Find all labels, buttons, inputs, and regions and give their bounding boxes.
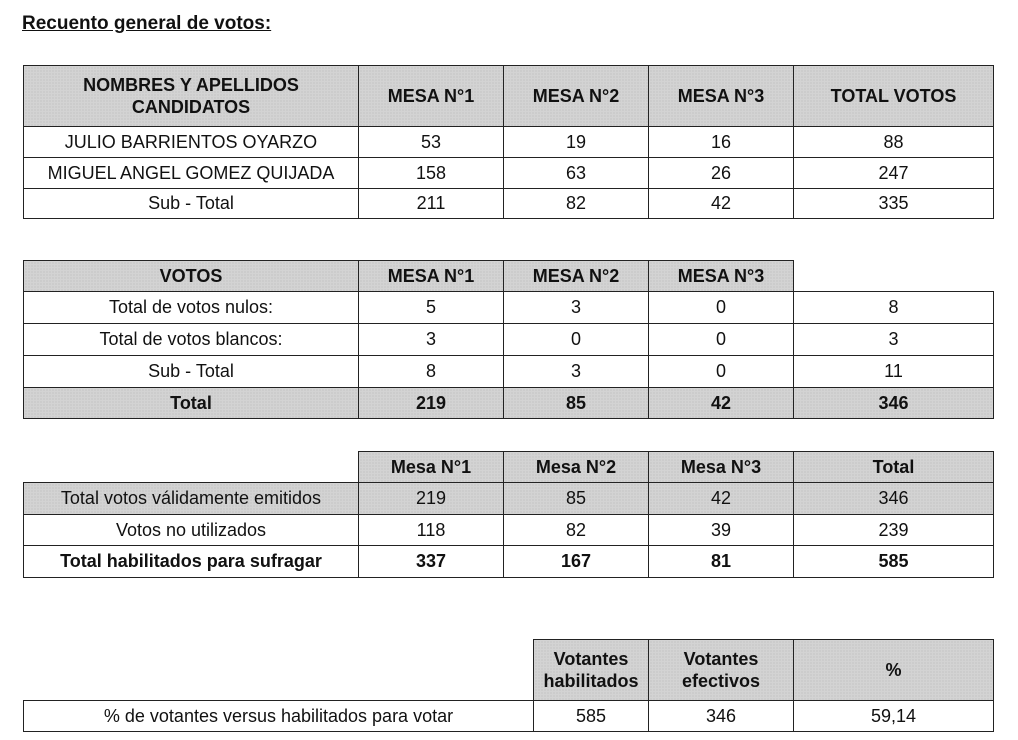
row-label: Total de votos nulos: bbox=[24, 292, 359, 324]
cell-mesa-3: 0 bbox=[649, 292, 794, 324]
cell-mesa-2: 0 bbox=[504, 324, 649, 356]
cell-mesa-3: 42 bbox=[649, 483, 794, 515]
row-label: % de votantes versus habilitados para votar bbox=[24, 701, 534, 732]
cell-efectivos: 346 bbox=[649, 701, 794, 732]
table-row bbox=[24, 483, 994, 515]
total-grand: 346 bbox=[794, 388, 994, 419]
cell-mesa-1: 219 bbox=[359, 483, 504, 515]
cell-total: 335 bbox=[794, 189, 994, 219]
header-total: Total bbox=[794, 452, 994, 483]
header-empty bbox=[24, 452, 359, 483]
table-row bbox=[24, 515, 994, 546]
header-mesa-1: MESA N°1 bbox=[359, 66, 504, 127]
table-header-row bbox=[24, 452, 994, 483]
header-votantes-efectivos: Votantes efectivos bbox=[649, 640, 794, 701]
cell-mesa-2: 3 bbox=[504, 292, 649, 324]
cell-total: 11 bbox=[794, 356, 994, 388]
table-row bbox=[24, 127, 994, 158]
cell-mesa-1: 337 bbox=[359, 546, 504, 578]
cell-mesa-2: 85 bbox=[504, 483, 649, 515]
header-mesa-2: MESA N°2 bbox=[504, 66, 649, 127]
cell-mesa-2: 82 bbox=[504, 189, 649, 219]
cell-total: 346 bbox=[794, 483, 994, 515]
candidate-name: MIGUEL ANGEL GOMEZ QUIJADA bbox=[24, 158, 359, 189]
header-mesa-3: MESA N°3 bbox=[649, 66, 794, 127]
cell-mesa-1: 8 bbox=[359, 356, 504, 388]
cell-total: 585 bbox=[794, 546, 994, 578]
table-row bbox=[24, 324, 994, 356]
cell-mesa-3: 0 bbox=[649, 356, 794, 388]
header-votos: VOTOS bbox=[24, 261, 359, 292]
cell-mesa-2: 19 bbox=[504, 127, 649, 158]
total-mesa-1: 219 bbox=[359, 388, 504, 419]
header-empty bbox=[794, 261, 994, 292]
cell-mesa-3: 42 bbox=[649, 189, 794, 219]
turnout-table bbox=[23, 639, 994, 732]
total-mesa-3: 42 bbox=[649, 388, 794, 419]
candidate-name: JULIO BARRIENTOS OYARZO bbox=[24, 127, 359, 158]
header-mesa-3: MESA N°3 bbox=[649, 261, 794, 292]
cell-mesa-3: 81 bbox=[649, 546, 794, 578]
total-row bbox=[24, 388, 994, 419]
cell-mesa-1: 5 bbox=[359, 292, 504, 324]
cell-mesa-3: 26 bbox=[649, 158, 794, 189]
cell-mesa-2: 82 bbox=[504, 515, 649, 546]
cell-total: 8 bbox=[794, 292, 994, 324]
header-percent: % bbox=[794, 640, 994, 701]
cell-mesa-2: 167 bbox=[504, 546, 649, 578]
header-mesa-1: Mesa N°1 bbox=[359, 452, 504, 483]
total-mesa-2: 85 bbox=[504, 388, 649, 419]
subtotal-label: Sub - Total bbox=[24, 356, 359, 388]
cell-total: 239 bbox=[794, 515, 994, 546]
header-votantes-habilitados: Votantes habilitados bbox=[534, 640, 649, 701]
cell-mesa-3: 0 bbox=[649, 324, 794, 356]
row-label: Total votos válidamente emitidos bbox=[24, 483, 359, 515]
header-mesa-2: MESA N°2 bbox=[504, 261, 649, 292]
header-candidates: NOMBRES Y APELLIDOS CANDIDATOS bbox=[24, 66, 359, 127]
subtotal-label: Sub - Total bbox=[24, 189, 359, 219]
row-label: Total habilitados para sufragar bbox=[24, 546, 359, 578]
header-mesa-2: Mesa N°2 bbox=[504, 452, 649, 483]
row-label: Votos no utilizados bbox=[24, 515, 359, 546]
table-row bbox=[24, 292, 994, 324]
header-empty bbox=[24, 640, 534, 701]
table-header-row bbox=[24, 640, 994, 701]
table-header-row bbox=[24, 66, 994, 127]
table-row bbox=[24, 158, 994, 189]
row-label: Total de votos blancos: bbox=[24, 324, 359, 356]
cell-mesa-1: 158 bbox=[359, 158, 504, 189]
header-total-votos: TOTAL VOTOS bbox=[794, 66, 994, 127]
table-row bbox=[24, 356, 994, 388]
cell-mesa-2: 3 bbox=[504, 356, 649, 388]
cell-mesa-1: 3 bbox=[359, 324, 504, 356]
cell-total: 3 bbox=[794, 324, 994, 356]
total-label: Total bbox=[24, 388, 359, 419]
cell-percent: 59,14 bbox=[794, 701, 994, 732]
cell-mesa-1: 211 bbox=[359, 189, 504, 219]
cell-mesa-3: 39 bbox=[649, 515, 794, 546]
candidates-votes-table bbox=[23, 65, 994, 219]
cell-mesa-2: 63 bbox=[504, 158, 649, 189]
header-mesa-3: Mesa N°3 bbox=[649, 452, 794, 483]
table-row bbox=[24, 189, 994, 219]
cell-total: 88 bbox=[794, 127, 994, 158]
table-row bbox=[24, 701, 994, 732]
cell-total: 247 bbox=[794, 158, 994, 189]
table-header-row bbox=[24, 261, 994, 292]
summary-table bbox=[23, 451, 994, 578]
votes-table bbox=[23, 260, 994, 419]
cell-mesa-1: 53 bbox=[359, 127, 504, 158]
cell-habilitados: 585 bbox=[534, 701, 649, 732]
cell-mesa-3: 16 bbox=[649, 127, 794, 158]
header-mesa-1: MESA N°1 bbox=[359, 261, 504, 292]
page-heading: Recuento general de votos: bbox=[22, 13, 272, 34]
cell-mesa-1: 118 bbox=[359, 515, 504, 546]
table-row bbox=[24, 546, 994, 578]
